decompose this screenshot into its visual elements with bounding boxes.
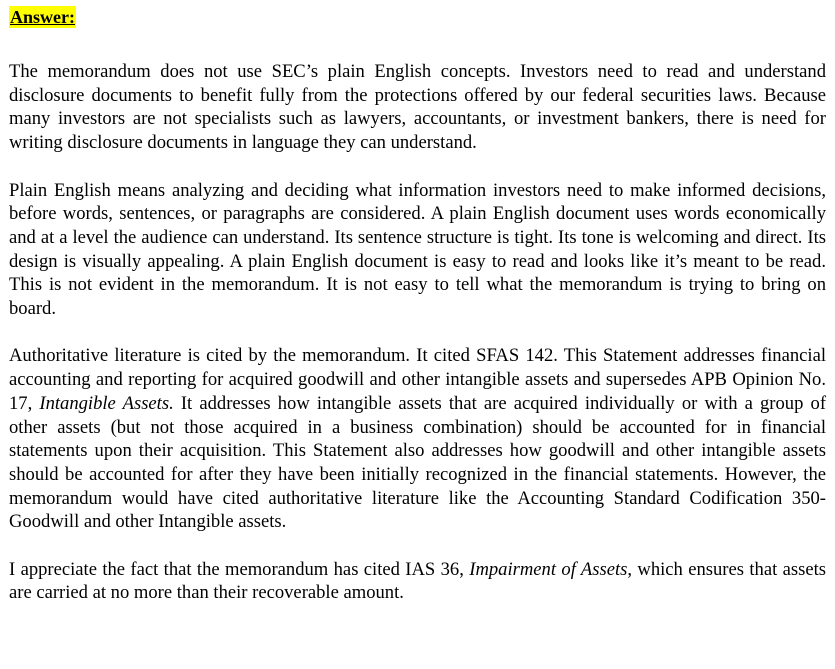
paragraph-3-italic: Intangible Assets. xyxy=(39,392,174,414)
paragraph-plain-english-concepts: The memorandum does not use SEC’s plain English concepts. Investors need to read and understand disclosure documents to benefit fully from the protections offered by our federal securities laws. Because many investors are not specialists such as lawyers, accountants, or investment bankers, there is need for writing disclosure documents in language they can understand. xyxy=(9,61,826,154)
paragraph-4-text-a: I appreciate the fact that the memorandum has cited IAS 36, xyxy=(9,558,470,580)
paragraph-4-italic: Impairment of Assets xyxy=(469,558,628,580)
paragraph-authoritative-literature xyxy=(9,344,826,534)
paragraph-3-text-b: It addresses how intangible assets that are acquired individually or with a group of other assets (but not those acquired in a business combination) should be accounted for in financial statements upon their acquisition. This Statement also addresses how goodwill and other intangible assets should be accounted for after they have been initially recognized in the financial statements. However, the memorandum would have cited authoritative literature like the Accounting Standard Codification 350-Goodwill and other Intangible assets. xyxy=(9,392,827,533)
paragraph-3-text-a: Authoritative literature is cited by the memorandum. It cited SFAS 142. This Statement addresses financial accounting and reporting for acquired goodwill and other intangible assets and supersedes APB Opinion No. 17, xyxy=(9,345,826,414)
paragraph-ias36 xyxy=(9,558,826,605)
answer-heading: Answer: xyxy=(10,7,75,27)
paragraph-plain-english-definition: Plain English means analyzing and deciding what information investors need to make informed decisions, before words, sentences, or paragraphs are considered. A plain English document uses words economically and at a level the audience can understand. Its sentence structure is tight. Its tone is welcoming and direct. Its design is visually appealing. A plain English document is easy to read and looks like it’s meant to be read. This is not evident in the memorandum. It is not easy to tell what the memorandum is trying to bring on board. xyxy=(9,179,826,320)
paragraph-4-text-b: , which ensures that assets are carried at no more than their recoverable amount. xyxy=(9,558,826,604)
